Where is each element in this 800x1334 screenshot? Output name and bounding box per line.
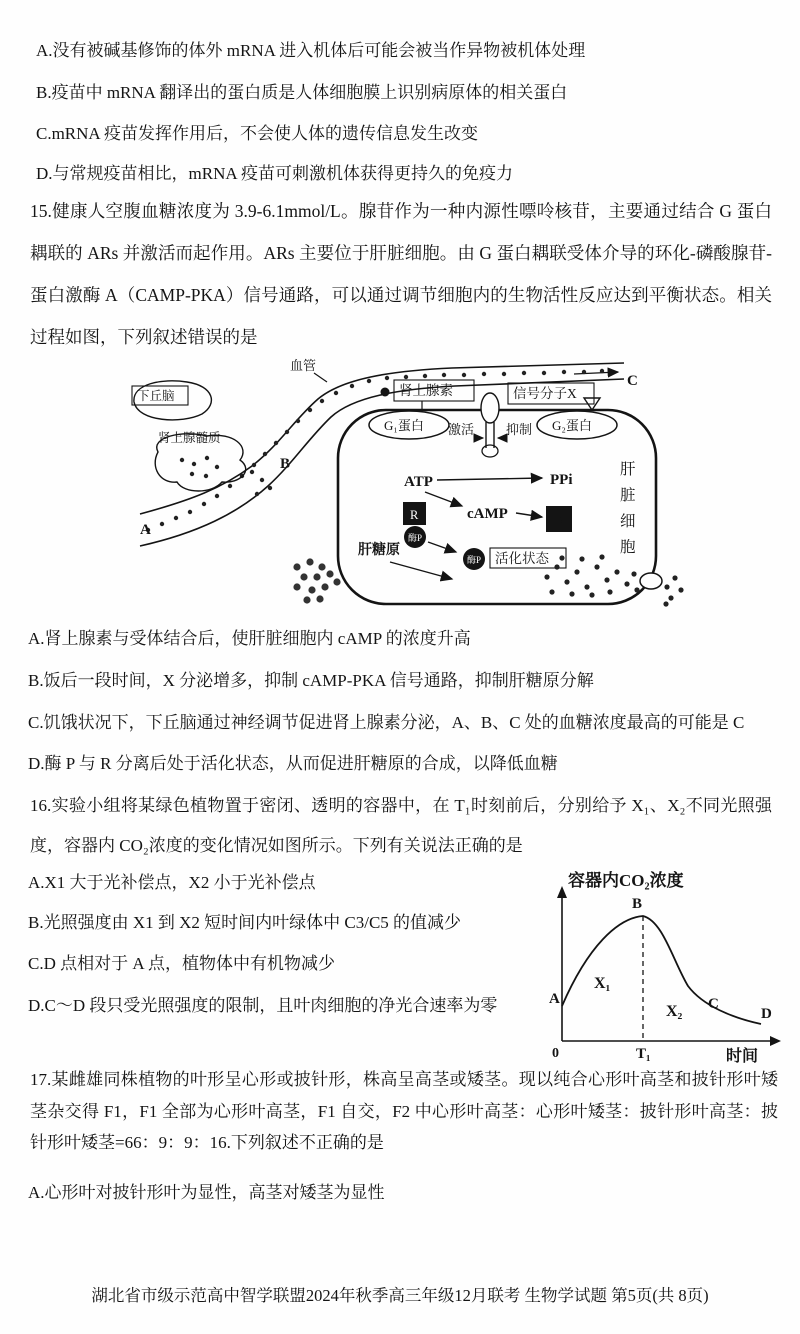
hypothalamus-label: 下丘脑	[137, 389, 175, 403]
q15-option-d: D.酶 P 与 R 分离后处于活化状态，从而促进肝糖原的合成，以降低血糖	[28, 754, 558, 773]
vessel-point-a: A	[140, 522, 151, 538]
q16-co2-chart	[548, 866, 783, 1066]
ppi-label: PPi	[550, 472, 573, 488]
chart-xlabel: 时间	[726, 1048, 759, 1065]
adrenaline-label: 肾上腺素	[399, 383, 453, 398]
enzyme-release-arrow	[428, 542, 456, 552]
enzyme-p-free-label: 酶P	[467, 555, 482, 565]
camp-label: cAMP	[467, 506, 508, 522]
atp-to-ppi-arrow	[437, 478, 542, 480]
vessel-point-c: C	[627, 373, 638, 389]
q14-option-d: D.与常规疫苗相比，mRNA 疫苗可刺激机体获得更持久的免疫力	[36, 164, 513, 183]
chart-origin: 0	[552, 1046, 559, 1061]
q15-option-b: B.饭后一段时间，X 分泌增多，抑制 cAMP-PKA 信号通路，抑制肝糖原分解	[28, 671, 594, 690]
active-state-label: 活化状态	[495, 551, 549, 566]
q14-option-c: C.mRNA 疫苗发挥作用后，不会使人体的遗传信息发生改变	[36, 124, 479, 143]
q15-stem: 15.健康人空腹血糖浓度为 3.9-6.1mmol/L。腺苷作为一种内源性嘌呤核苷，主要通过结合 G 蛋白耦联的 ARs 并激活而起作用。ARs 主要位于肝脏细胞。由 G 蛋白耦联受体介导的环化-磷酸腺苷-蛋白激酶 A（CAMP-PKA）信号通路，可以通过调节细胞内的生物活性反应达到平衡状态。相关过程如图，下列叙述错误的是	[30, 201, 772, 347]
glycogen-granules	[293, 558, 340, 603]
q14-option-b: B.疫苗中 mRNA 翻译出的蛋白质是人体细胞膜上识别病原体的相关蛋白	[36, 83, 568, 102]
q15-option-c: C.饥饿状况下，下丘脑通过神经调节促进肾上腺素分泌，A、B、C 处的血糖浓度最高的可能是 C	[28, 713, 745, 732]
membrane-channel	[640, 573, 662, 589]
adrenal-medulla-label: 肾上腺髓质	[158, 431, 221, 445]
y-axis-arrow	[557, 886, 567, 898]
q17-option-a: A.心形叶对披针形叶为显性，高茎对矮茎为显性	[28, 1183, 385, 1202]
blood-vessel-label: 血管	[290, 358, 317, 373]
q16-option-a: A.X1 大于光补偿点，X2 小于光补偿点	[28, 873, 316, 892]
q16-option-d: D.C～D 段只受光照强度的限制，且叶肉细胞的净光合速率为零	[28, 996, 498, 1015]
q16-option-c: C.D 点相对于 A 点，植物体中有机物减少	[28, 954, 335, 973]
x-axis-arrow	[770, 1036, 781, 1046]
vessel-point-b: B	[280, 456, 291, 472]
glycogen-label: 肝糖原	[358, 543, 400, 558]
receptor-head	[481, 393, 499, 423]
receptor-base	[482, 445, 498, 457]
g1-protein-label: G₁蛋白	[384, 418, 424, 433]
q15-diagram	[122, 352, 690, 624]
signal-x-label: 信号分子X	[513, 386, 577, 401]
page-footer: 湖北省市级示范高中智学联盟2024年秋季高三年级12月联考 生物学试题 第5页(共 8页)	[91, 1286, 709, 1305]
atp-to-camp-arrow	[425, 492, 462, 506]
chart-title: 容器内CO₂浓度	[568, 871, 684, 890]
liver-cell-label-4: 胞	[620, 539, 636, 556]
g2-protein-label: G₂蛋白	[552, 418, 592, 433]
co2-curve	[562, 916, 761, 1024]
glycogen-breakdown-arrow	[390, 562, 452, 579]
liver-cell-label-2: 脏	[620, 487, 636, 504]
q16-stem: 16.实验小组将某绿色植物置于密闭、透明的容器中，在 T₁时刻前后，分别给予 X₁、X₂不同光照强度，容器内 CO₂浓度的变化情况如图所示。下列有关说法正确的是	[30, 796, 772, 855]
blood-vessel-pointer	[314, 373, 327, 382]
liver-cell-label-1: 肝	[620, 461, 636, 478]
liver-cell-label-3: 细	[620, 513, 636, 530]
q15-option-a: A.肾上腺素与受体结合后，使肝脏细胞内 cAMP 的浓度升高	[28, 629, 471, 648]
q17-stem: 17.某雌雄同株植物的叶形呈心形或披针形，株高呈高茎或矮茎。现以纯合心形叶高茎和披针形叶矮茎杂交得 F1，F1 全部为心形叶高茎，F1 自交，F2 中心形叶高茎：心形叶矮茎：披针形叶高茎：披针形叶矮茎=66：9：9：16.下列叙述不正确的是	[30, 1070, 778, 1152]
enzyme-p-bound-label: 酶P	[408, 533, 423, 543]
inhibit-label: 抑制	[506, 422, 533, 437]
chart-region-x2: X₂	[666, 1003, 683, 1020]
chart-point-b: B	[632, 896, 643, 912]
camp-to-r-arrow	[516, 513, 542, 517]
q14-option-a: A.没有被碱基修饰的体外 mRNA 进入机体后可能会被当作异物被机体处理	[36, 41, 586, 60]
activate-label: 激活	[448, 422, 475, 437]
q16-option-b: B.光照强度由 X1 到 X2 短时间内叶绿体中 C3/C5 的值减少	[28, 913, 462, 932]
chart-point-c: C	[708, 996, 719, 1012]
chart-t1-tick: T₁	[636, 1046, 651, 1062]
blood-flow-arrow	[574, 372, 618, 374]
chart-point-a: A	[549, 991, 560, 1007]
r-subunit-left-label: R	[410, 508, 419, 522]
chart-point-d: D	[761, 1006, 772, 1022]
r-subunit-right-label: R	[555, 513, 564, 528]
adrenaline-dot	[381, 388, 390, 397]
chart-region-x1: X₁	[594, 975, 611, 992]
atp-label: ATP	[404, 474, 433, 490]
